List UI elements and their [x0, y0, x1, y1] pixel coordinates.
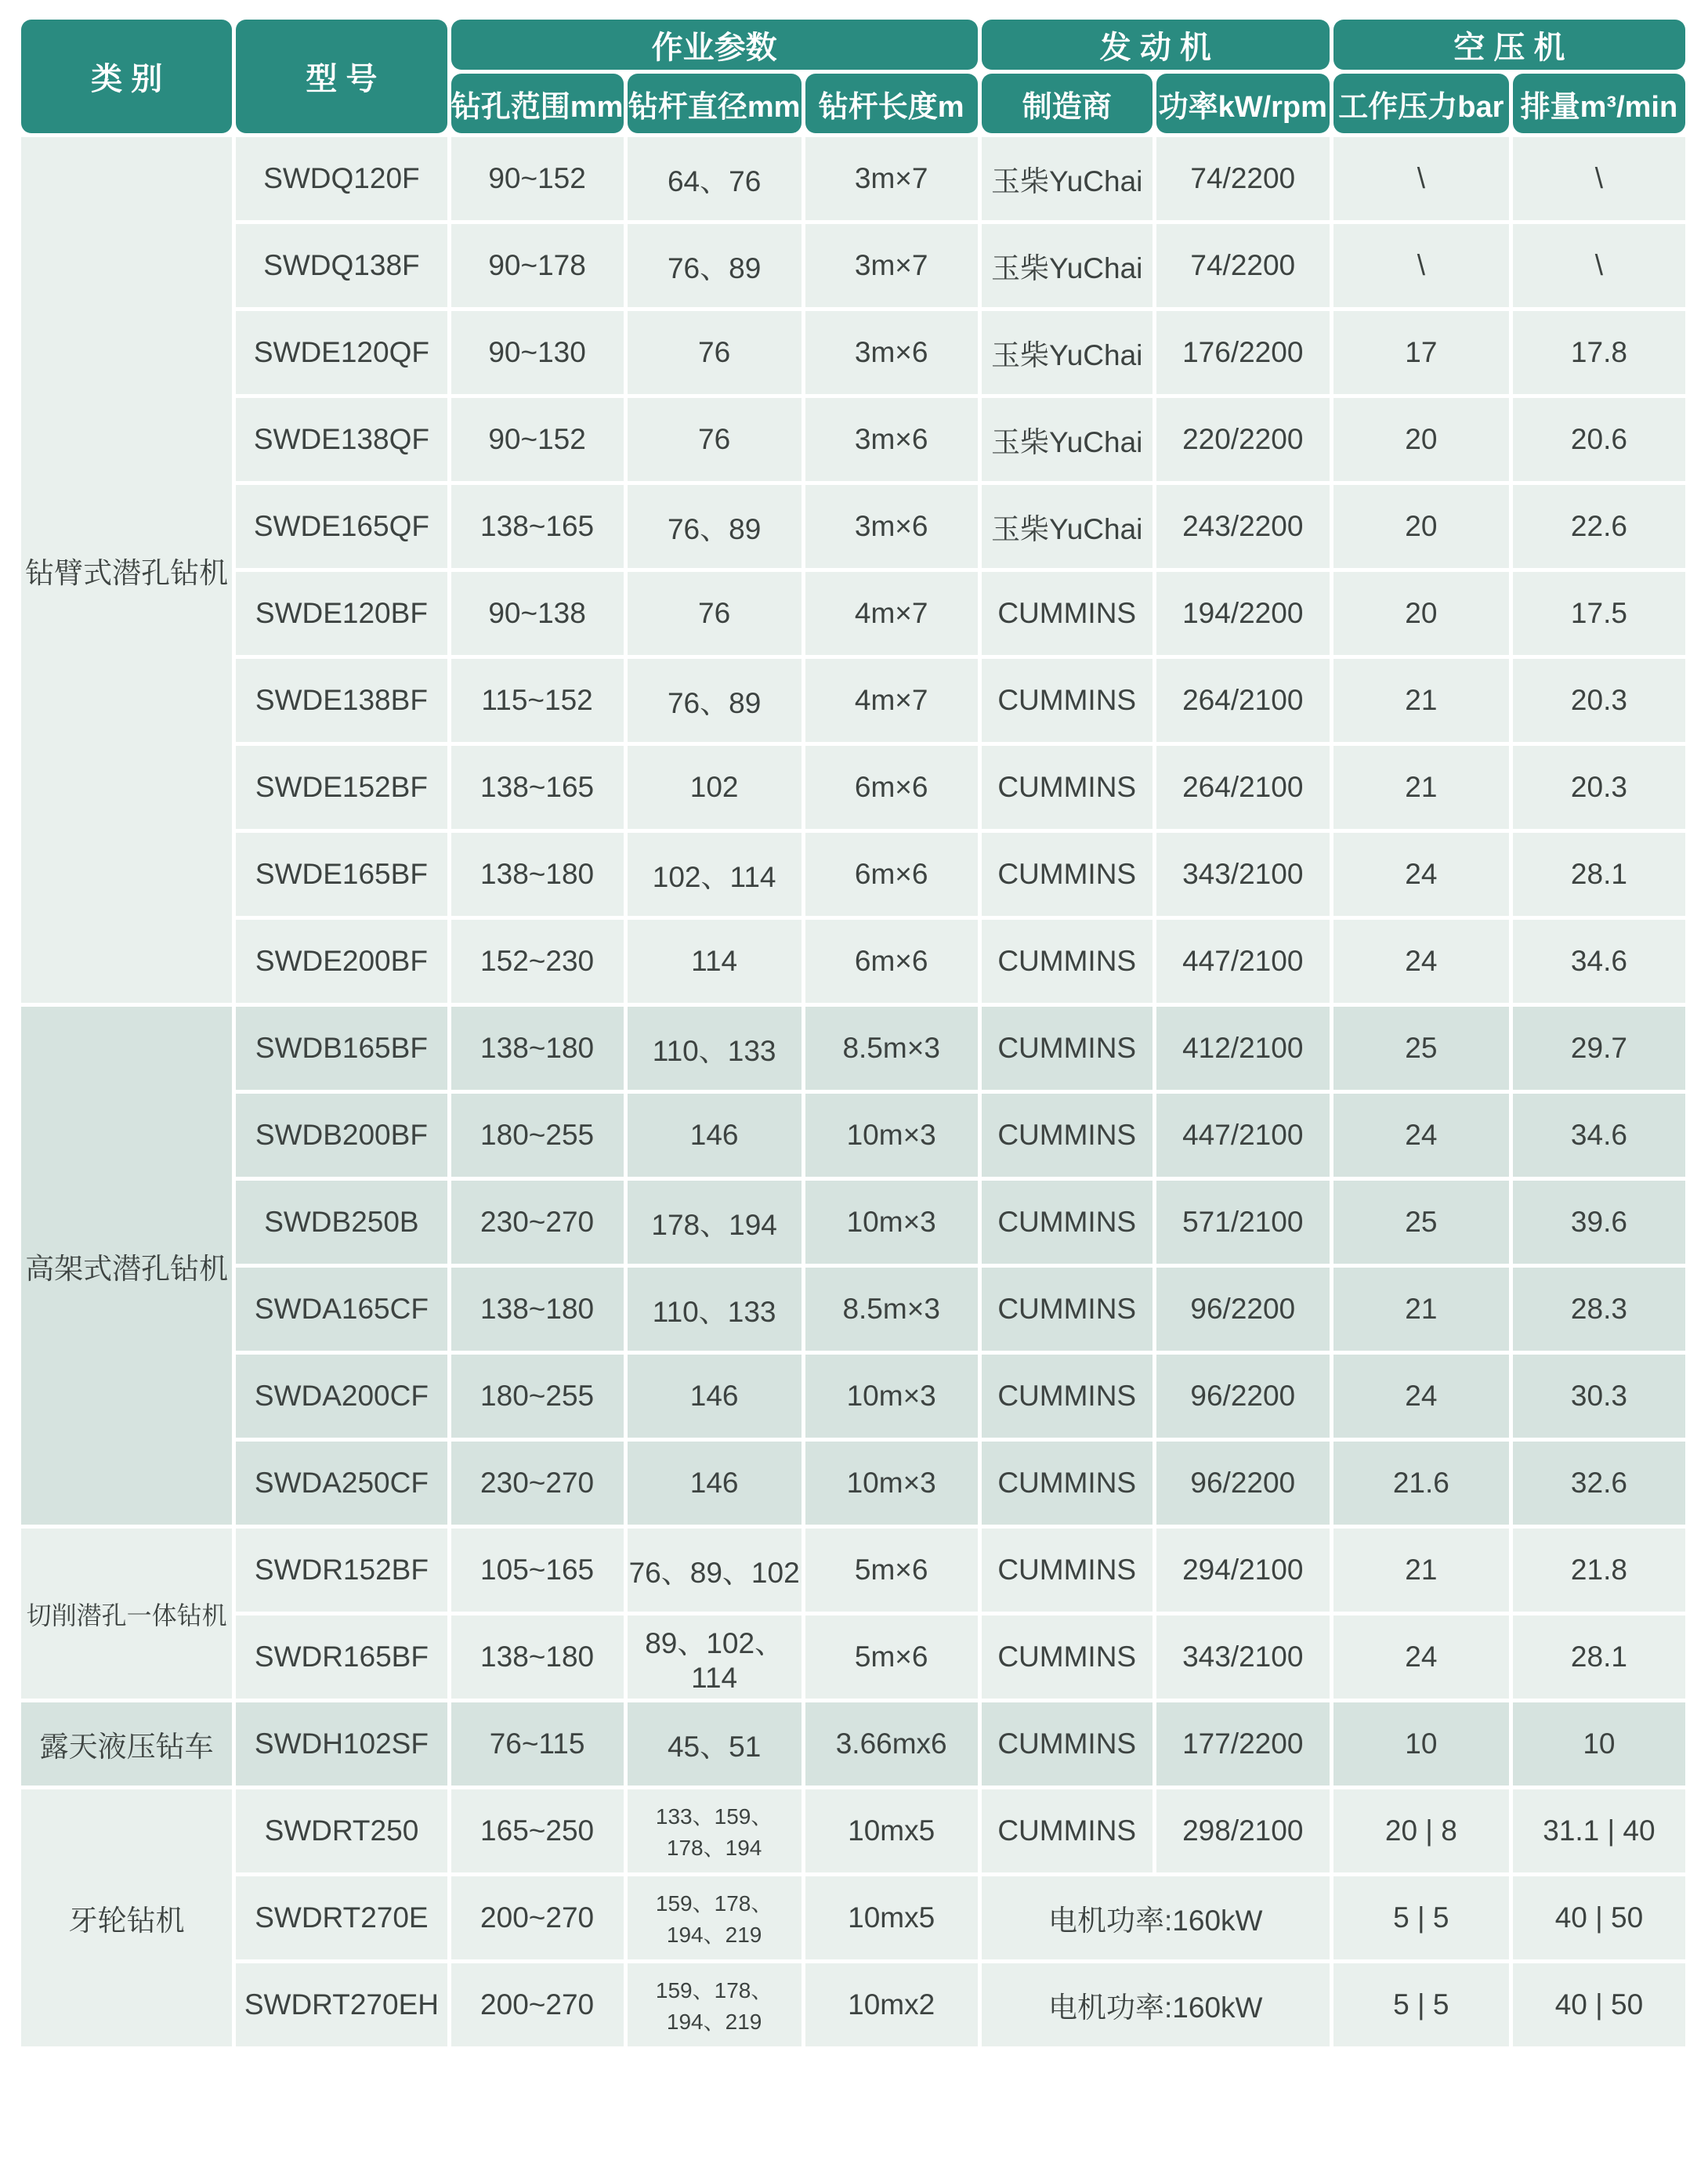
data-cell: 10mx2: [805, 1963, 978, 2046]
table-row: [21, 1268, 1685, 1351]
data-cell: CUMMINS: [982, 1702, 1153, 1785]
header-working-pressure: 工作压力bar: [1333, 74, 1509, 133]
data-cell: 3m×6: [805, 311, 978, 394]
data-cell: 10m×3: [805, 1355, 978, 1438]
table-header: [21, 20, 1685, 133]
table-row: [21, 572, 1685, 655]
model-cell: SWDE138BF: [236, 659, 447, 742]
data-cell: 138~180: [451, 1615, 624, 1699]
data-cell: 4m×7: [805, 659, 978, 742]
model-cell: SWDR165BF: [236, 1615, 447, 1699]
table-row: [21, 485, 1685, 568]
data-cell: 21: [1333, 1529, 1509, 1612]
data-cell: CUMMINS: [982, 1442, 1153, 1525]
data-cell: 29.7: [1513, 1007, 1685, 1090]
model-cell: SWDE152BF: [236, 746, 447, 829]
table-body: [21, 137, 1685, 2046]
data-cell: 138~180: [451, 833, 624, 916]
model-cell: SWDQ138F: [236, 224, 447, 307]
header-manufacturer: 制造商: [982, 74, 1153, 133]
header-rod-diameter: 钻杆直径mm: [628, 74, 802, 133]
data-cell: 146: [628, 1094, 802, 1177]
category-cell: 钻臂式潜孔钻机: [21, 137, 232, 1003]
data-cell: 243/2200: [1156, 485, 1330, 568]
data-cell: 180~255: [451, 1094, 624, 1177]
table-row: [21, 1963, 1685, 2046]
data-cell: 298/2100: [1156, 1789, 1330, 1872]
category-cell: 高架式潜孔钻机: [21, 1007, 232, 1525]
data-cell: CUMMINS: [982, 1355, 1153, 1438]
data-cell: 64、76: [628, 137, 802, 220]
data-cell: 4m×7: [805, 572, 978, 655]
data-cell: 17: [1333, 311, 1509, 394]
data-cell: 30.3: [1513, 1355, 1685, 1438]
data-cell: 89、102、114: [628, 1615, 802, 1699]
data-cell: 6m×6: [805, 920, 978, 1003]
data-cell: 343/2100: [1156, 1615, 1330, 1699]
drill-rig-spec-table: [17, 16, 1689, 2050]
data-cell: CUMMINS: [982, 833, 1153, 916]
data-cell: 447/2100: [1156, 1094, 1330, 1177]
model-cell: SWDE120QF: [236, 311, 447, 394]
data-cell: 230~270: [451, 1181, 624, 1264]
data-cell: 90~152: [451, 137, 624, 220]
data-cell: 76、89: [628, 485, 802, 568]
table-row: [21, 659, 1685, 742]
data-cell: CUMMINS: [982, 920, 1153, 1003]
data-cell: 玉柴YuChai: [982, 137, 1153, 220]
header-row-groups: [21, 20, 1685, 70]
model-cell: SWDB165BF: [236, 1007, 447, 1090]
data-cell: 447/2100: [1156, 920, 1330, 1003]
data-cell: 152~230: [451, 920, 624, 1003]
table-row: [21, 833, 1685, 916]
data-cell: 3m×7: [805, 137, 978, 220]
data-cell: 17.5: [1513, 572, 1685, 655]
data-cell: 10m×3: [805, 1181, 978, 1264]
data-cell: 45、51: [628, 1702, 802, 1785]
category-cell: 牙轮钻机: [21, 1789, 232, 2046]
table-row: [21, 1094, 1685, 1177]
header-group-compressor: 空 压 机: [1333, 20, 1685, 70]
model-cell: SWDE138QF: [236, 398, 447, 481]
data-cell: 138~180: [451, 1268, 624, 1351]
data-cell: 96/2200: [1156, 1268, 1330, 1351]
data-cell: 159、178、194、219: [628, 1876, 802, 1959]
data-cell: 玉柴YuChai: [982, 311, 1153, 394]
data-cell: 110、133: [628, 1007, 802, 1090]
data-cell: 20.3: [1513, 659, 1685, 742]
data-cell: 10mx5: [805, 1789, 978, 1872]
model-cell: SWDR152BF: [236, 1529, 447, 1612]
model-cell: SWDRT270EH: [236, 1963, 447, 2046]
data-cell: 玉柴YuChai: [982, 224, 1153, 307]
table-row: [21, 1615, 1685, 1699]
data-cell: 21: [1333, 746, 1509, 829]
data-cell: 39.6: [1513, 1181, 1685, 1264]
data-cell: CUMMINS: [982, 1181, 1153, 1264]
data-cell: 3m×7: [805, 224, 978, 307]
model-cell: SWDQ120F: [236, 137, 447, 220]
table-row: [21, 1355, 1685, 1438]
data-cell: CUMMINS: [982, 1094, 1153, 1177]
data-cell: 21: [1333, 659, 1509, 742]
model-cell: SWDE165QF: [236, 485, 447, 568]
data-cell: 200~270: [451, 1876, 624, 1959]
data-cell: 21.6: [1333, 1442, 1509, 1525]
data-cell: 114: [628, 920, 802, 1003]
data-cell: 6m×6: [805, 746, 978, 829]
data-cell: 24: [1333, 920, 1509, 1003]
data-cell: 90~178: [451, 224, 624, 307]
table-row: [21, 1529, 1685, 1612]
data-cell: 96/2200: [1156, 1442, 1330, 1525]
data-cell: 10m×3: [805, 1442, 978, 1525]
data-cell: 20: [1333, 572, 1509, 655]
data-cell: 8.5m×3: [805, 1007, 978, 1090]
table-row: [21, 1442, 1685, 1525]
data-cell: 76、89: [628, 659, 802, 742]
data-cell: 74/2200: [1156, 137, 1330, 220]
data-cell: 3m×6: [805, 398, 978, 481]
table-row: [21, 1876, 1685, 1959]
model-cell: SWDE120BF: [236, 572, 447, 655]
data-cell: 10: [1513, 1702, 1685, 1785]
header-category: 类 别: [21, 20, 232, 133]
data-cell: 264/2100: [1156, 746, 1330, 829]
data-cell: 90~138: [451, 572, 624, 655]
data-cell: 20.6: [1513, 398, 1685, 481]
data-cell: 178、194: [628, 1181, 802, 1264]
data-cell: 146: [628, 1442, 802, 1525]
data-cell: 343/2100: [1156, 833, 1330, 916]
data-cell: 31.1 | 40: [1513, 1789, 1685, 1872]
table-row: [21, 1181, 1685, 1264]
data-cell: 20: [1333, 485, 1509, 568]
data-cell: 76、89: [628, 224, 802, 307]
data-cell: 电机功率:160kW: [982, 1963, 1330, 2046]
data-cell: 90~152: [451, 398, 624, 481]
data-cell: 110、133: [628, 1268, 802, 1351]
data-cell: 玉柴YuChai: [982, 398, 1153, 481]
table-row: [21, 746, 1685, 829]
table-row: [21, 1007, 1685, 1090]
data-cell: 玉柴YuChai: [982, 485, 1153, 568]
model-cell: SWDA165CF: [236, 1268, 447, 1351]
data-cell: 34.6: [1513, 1094, 1685, 1177]
data-cell: 102、114: [628, 833, 802, 916]
data-cell: 76: [628, 311, 802, 394]
data-cell: 146: [628, 1355, 802, 1438]
model-cell: SWDRT250: [236, 1789, 447, 1872]
model-cell: SWDRT270E: [236, 1876, 447, 1959]
data-cell: 194/2200: [1156, 572, 1330, 655]
table-row: [21, 224, 1685, 307]
data-cell: 10mx5: [805, 1876, 978, 1959]
data-cell: 5m×6: [805, 1615, 978, 1699]
data-cell: CUMMINS: [982, 1007, 1153, 1090]
data-cell: 10m×3: [805, 1094, 978, 1177]
table-row: [21, 1789, 1685, 1872]
data-cell: 76: [628, 572, 802, 655]
model-cell: SWDH102SF: [236, 1702, 447, 1785]
header-power: 功率kW/rpm: [1156, 74, 1330, 133]
header-model: 型 号: [236, 20, 447, 133]
data-cell: 25: [1333, 1181, 1509, 1264]
data-cell: 20: [1333, 398, 1509, 481]
category-cell: 露天液压钻车: [21, 1702, 232, 1785]
data-cell: 3m×6: [805, 485, 978, 568]
data-cell: 32.6: [1513, 1442, 1685, 1525]
table-row: [21, 398, 1685, 481]
data-cell: CUMMINS: [982, 572, 1153, 655]
data-cell: 96/2200: [1156, 1355, 1330, 1438]
data-cell: 138~180: [451, 1007, 624, 1090]
header-group-operation: 作业参数: [451, 20, 978, 70]
data-cell: 20 | 8: [1333, 1789, 1509, 1872]
data-cell: 28.1: [1513, 1615, 1685, 1699]
header-drill-range: 钻孔范围mm: [451, 74, 624, 133]
data-cell: 571/2100: [1156, 1181, 1330, 1264]
category-cell: 切削潜孔一体钻机: [21, 1529, 232, 1699]
data-cell: 40 | 50: [1513, 1963, 1685, 2046]
data-cell: 5m×6: [805, 1529, 978, 1612]
data-cell: 165~250: [451, 1789, 624, 1872]
data-cell: \: [1513, 224, 1685, 307]
header-rod-length: 钻杆长度m: [805, 74, 978, 133]
data-cell: CUMMINS: [982, 1268, 1153, 1351]
data-cell: 76、89、102: [628, 1529, 802, 1612]
data-cell: 176/2200: [1156, 311, 1330, 394]
data-cell: 159、178、194、219: [628, 1963, 802, 2046]
model-cell: SWDB250B: [236, 1181, 447, 1264]
data-cell: \: [1333, 224, 1509, 307]
data-cell: 24: [1333, 1355, 1509, 1438]
data-cell: 34.6: [1513, 920, 1685, 1003]
data-cell: 3.66mx6: [805, 1702, 978, 1785]
data-cell: 10: [1333, 1702, 1509, 1785]
data-cell: 25: [1333, 1007, 1509, 1090]
data-cell: 5 | 5: [1333, 1963, 1509, 2046]
data-cell: 24: [1333, 1615, 1509, 1699]
data-cell: 177/2200: [1156, 1702, 1330, 1785]
data-cell: CUMMINS: [982, 1529, 1153, 1612]
data-cell: 22.6: [1513, 485, 1685, 568]
data-cell: 6m×6: [805, 833, 978, 916]
data-cell: 264/2100: [1156, 659, 1330, 742]
data-cell: CUMMINS: [982, 746, 1153, 829]
table-row: [21, 920, 1685, 1003]
data-cell: 138~165: [451, 485, 624, 568]
data-cell: 74/2200: [1156, 224, 1330, 307]
data-cell: 230~270: [451, 1442, 624, 1525]
header-group-engine: 发 动 机: [982, 20, 1330, 70]
data-cell: 200~270: [451, 1963, 624, 2046]
data-cell: 105~165: [451, 1529, 624, 1612]
data-cell: 180~255: [451, 1355, 624, 1438]
data-cell: CUMMINS: [982, 659, 1153, 742]
header-displacement: 排量m³/min: [1513, 74, 1685, 133]
table-row: [21, 1702, 1685, 1785]
data-cell: \: [1513, 137, 1685, 220]
data-cell: 76~115: [451, 1702, 624, 1785]
data-cell: 5 | 5: [1333, 1876, 1509, 1959]
data-cell: 28.1: [1513, 833, 1685, 916]
data-cell: 24: [1333, 1094, 1509, 1177]
model-cell: SWDE165BF: [236, 833, 447, 916]
table-row: [21, 311, 1685, 394]
data-cell: 20.3: [1513, 746, 1685, 829]
model-cell: SWDA250CF: [236, 1442, 447, 1525]
table-row: [21, 137, 1685, 220]
data-cell: 8.5m×3: [805, 1268, 978, 1351]
model-cell: SWDB200BF: [236, 1094, 447, 1177]
data-cell: 17.8: [1513, 311, 1685, 394]
data-cell: CUMMINS: [982, 1615, 1153, 1699]
data-cell: 21: [1333, 1268, 1509, 1351]
data-cell: 90~130: [451, 311, 624, 394]
data-cell: 28.3: [1513, 1268, 1685, 1351]
model-cell: SWDE200BF: [236, 920, 447, 1003]
data-cell: 115~152: [451, 659, 624, 742]
data-cell: 40 | 50: [1513, 1876, 1685, 1959]
data-cell: 76: [628, 398, 802, 481]
model-cell: SWDA200CF: [236, 1355, 447, 1438]
data-cell: 21.8: [1513, 1529, 1685, 1612]
data-cell: 220/2200: [1156, 398, 1330, 481]
data-cell: 138~165: [451, 746, 624, 829]
data-cell: 102: [628, 746, 802, 829]
data-cell: 电机功率:160kW: [982, 1876, 1330, 1959]
data-cell: \: [1333, 137, 1509, 220]
data-cell: 412/2100: [1156, 1007, 1330, 1090]
data-cell: 24: [1333, 833, 1509, 916]
data-cell: 294/2100: [1156, 1529, 1330, 1612]
data-cell: 133、159、178、194: [628, 1789, 802, 1872]
data-cell: CUMMINS: [982, 1789, 1153, 1872]
